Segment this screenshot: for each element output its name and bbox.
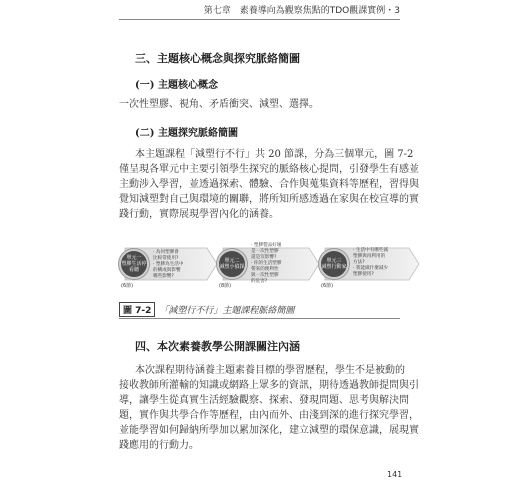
unit-1-question-line: ‧ 為何塑膠會 [153, 250, 179, 255]
unit-3-node [319, 249, 349, 279]
unit-2-question-line: ‧ 塑膠製品好壞 [251, 243, 282, 248]
unit-2-sessions: (8節) [219, 283, 232, 289]
running-title: 第七章 素養導向為觀察焦點的TDO觀課實例・3 [203, 6, 400, 16]
figure-label: 圖 7-2 [119, 302, 155, 317]
paragraph-line: 僅呈現各單元中主要引領學生探究的脈絡核心提問，引發學生有感並 [119, 164, 419, 175]
unit-3-question-line: 塑膠與再利用的 [353, 254, 386, 259]
core-concepts-text: 一次性塑膠、視角、矛盾衝突、減塑、選擇。 [119, 99, 319, 110]
unit-3-questions [353, 248, 388, 278]
figure-rule [119, 318, 400, 319]
figure-caption [119, 302, 294, 317]
section-3-heading: 三、主題核心概念與探究脈絡簡圖 [135, 52, 300, 65]
unit-3-label: 單元三 減塑行動家 [321, 258, 347, 270]
unit-2-question-line: 帶來的便利性 [251, 267, 279, 272]
unit-2-question-line: 還是沒影響? [251, 255, 277, 260]
unit-2-question-line: 是一次性塑膠 [251, 249, 279, 254]
unit-3-question-line: ‧ 生活中有哪些減 [353, 248, 389, 253]
subsection-inquiry-map-heading: (二) 主題探究脈絡簡圖 [135, 128, 238, 139]
paragraph-line: 踐行動，實際展現學習內化的涵養。 [119, 209, 279, 220]
paragraph-line: 接收教師所灌輸的知識或網路上眾多的資訊，期待透過教師提問與引 [119, 380, 419, 391]
paragraph-line: 本主題課程「減塑行不行」共 20 節課，分為三個單元，圖 7-2 [135, 149, 414, 160]
unit-2-question-line: 的危害? [251, 279, 268, 284]
unit-3-sessions: (6節) [321, 283, 334, 289]
unit-3-question-line: 方法? [353, 260, 365, 265]
section-4-heading: 四、本次素養教學公開課關注內涵 [135, 340, 300, 353]
figure-title: 「減塑行不行」主題課程脈絡簡圖 [159, 306, 295, 316]
subsection-core-concepts-heading: (一) 主題核心概念 [135, 80, 218, 91]
paragraph-line: 本次課程期待涵養主題素養目標的學習歷程，學生不是被動的 [135, 365, 405, 376]
header-rule [119, 19, 400, 20]
paragraph-line: 覺知減塑對自己與環境的關聯，將所知所感透過在家與在校宣導的實 [119, 194, 419, 205]
page-number: 141 [387, 470, 403, 479]
unit-1-sessions: (6節) [121, 283, 134, 289]
paragraph-line: 導，讓學生從真實生活經驗觀察、探索、發現問題、思考與解決問 [119, 395, 409, 406]
unit-2-node [217, 249, 247, 279]
paragraph-line: 題，實作與共學合作等歷程，由內而外、由淺到深的進行探究學習， [119, 410, 419, 421]
unit-1-questions [153, 250, 183, 280]
inquiry-map-diagram [119, 238, 419, 294]
unit-1-label: 單元一 塑膠生活停看聽 [121, 255, 147, 273]
unit-2-questions [251, 243, 281, 285]
paragraph-line: 主動涉入學習，並透過探索、體驗、合作與蒐集資料等歷程，習得與 [119, 179, 419, 190]
unit-3-question-line: 塑膠使用? [353, 272, 374, 277]
unit-1-question-line: 哪些影響? [153, 274, 174, 279]
running-header [0, 0, 520, 18]
paragraph-line: 踐應用的行動力。 [119, 440, 199, 451]
unit-2-question-line: 與一次性塑膠 [251, 273, 279, 278]
unit-3-question-line: ‧ 我能做什麼減少 [353, 266, 389, 271]
unit-1-question-line: ‧ 塑膠為生活中 [153, 262, 184, 267]
paragraph-line: 並能學習如何歸納所學加以累加深化，建立減塑的環保意識，展現實 [119, 425, 419, 436]
unit-1-node [119, 249, 149, 279]
unit-1-question-line: 的構成與影響 [153, 268, 181, 273]
unit-1-question-line: 比較常使用? [153, 256, 179, 261]
unit-2-question-line: ‧ 你的生活塑膠 [251, 261, 282, 266]
unit-2-label: 單元二 減塑小偵探 [219, 258, 245, 270]
